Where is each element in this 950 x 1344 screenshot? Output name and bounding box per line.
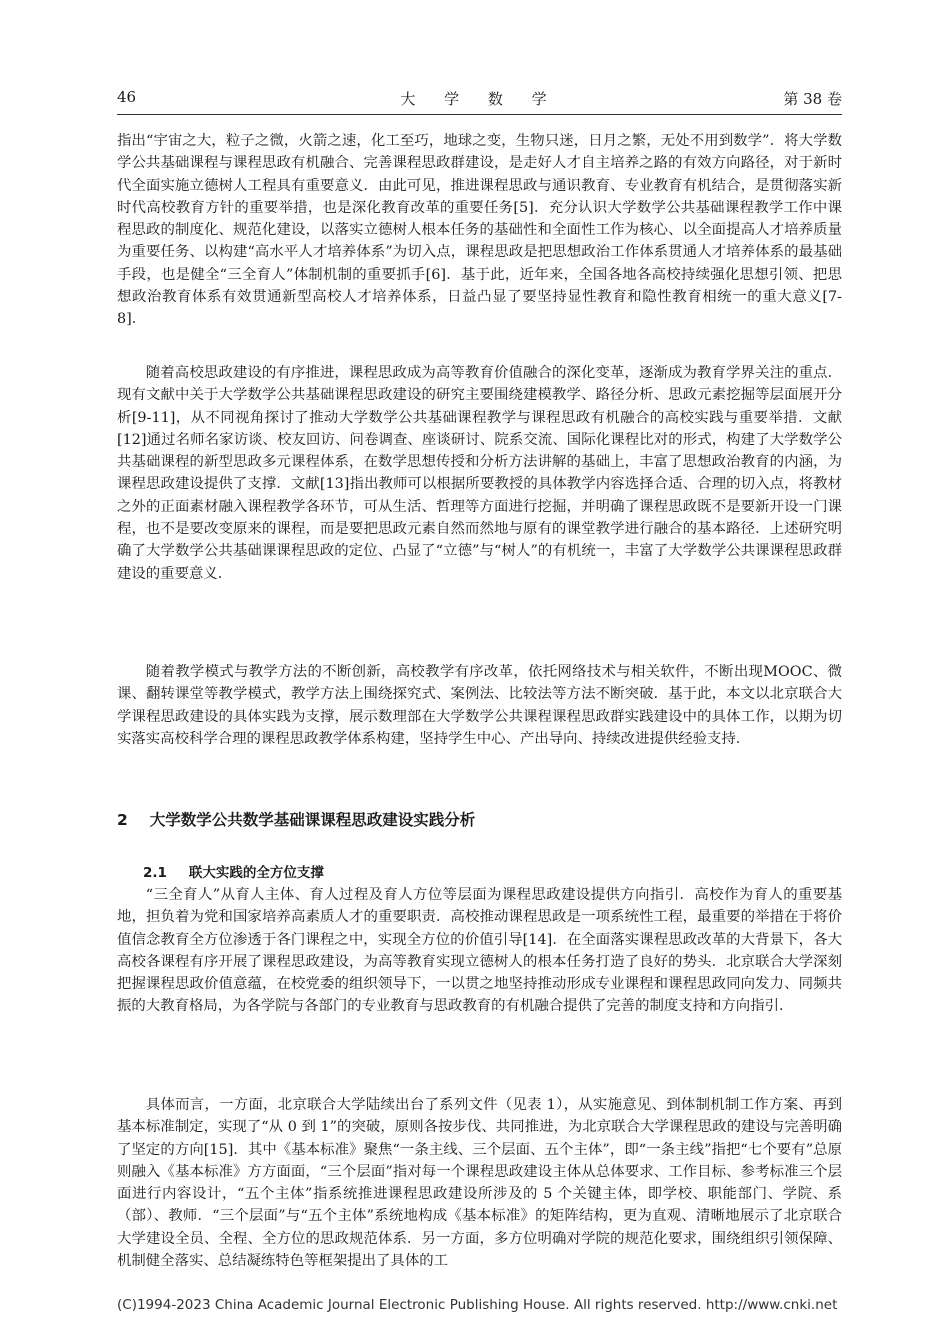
header-rule (117, 114, 842, 115)
paragraph-1: 指出“宇宙之大，粒子之微，火箭之速，化工至巧，地球之变，生物只迷，日月之繁，无处不用到数学”．将大学数学公共基础课程与课程思政有机融合、完善课程思政群建设，是走好人才自主培养之路的有效方向路径，对于新时代全面实施立德树人工程具有重要意义．由此可见，推进课程思政与通识教育、专业教育有机结合，是贯彻落实新时代高校教育方针的重要举措，也是深化教育改革的重要任务[5]．充分认识大学数学公共基础课程教学工作中课程思政的制度化、规范化建设，以落实立德树人根本任务的基础性和全面性工作为核心、以全面提高人才培养质量为重要任务、以构建“高水平人才培养体系”为切入点，课程思政是把思想政治工作体系贯通人才培养体系的最基础手段，也是健全“三全育人”体制机制的重要抓手[6]．基于此，近年来，全国各地各高校持续强化思想引领、把思想政治教育体系有效贯通新型高校人才培养体系，日益凸显了要坚持显性教育和隐性教育相统一的重大意义[7-8]． (117, 133, 842, 328)
page-number: 46 (117, 88, 137, 106)
journal-title: 大 学 数 学 (400, 90, 559, 108)
running-header (117, 88, 842, 114)
section-2-heading (117, 808, 475, 830)
paragraph-5: 具体而言，一方面，北京联合大学陆续出台了系列文件（见表 1），从实施意见、到体制机制工作方案、再到基本标准制定，实现了“从 0 到 1”的突破，原则各按步伐、共同推进，为北京联合大学课程思政的建设与完善明确了坚定的方向[15]．其中《基本标准》聚焦“一条主线、三个层面、五个主体”，即“一条主线”指把“七个要有”总原则融入《基本标准》方方面面，“三个层面”指对每一个课程思政建设主体从总体要求、工作目标、参考标准三个层面进行内容设计，“五个主体”指系统推进课程思政建设所涉及的 5 个关键主体，即学校、职能部门、学院、系（部）、教师．“三个层面”与“五个主体”系统地构成《基本标准》的矩阵结构，更为直观、清晰地展示了北京联合大学建设全员、全程、全方位的思政规范体系．另一方面，多方位明确对学院的规范化要求，围绕组织引领保障、机制健全落实、总结凝练特色等框架提出了具体的工 (117, 1097, 842, 1270)
section-2-1-heading (143, 861, 324, 881)
volume-label: 第 38 卷 (783, 90, 842, 108)
paragraph-4: “三全育人”从育人主体、育人过程及育人方位等层面为课程思政建设提供方向指引．高校作为育人的重要基地，担负着为党和国家培养高素质人才的重要职责．高校推动课程思政是一项系统性工程，最重要的举措在于将价值信念教育全方位渗透于各门课程之中，实现全方位的价值引导[14]．在全面落实课程思政改革的大背景下，各大高校各课程有序开展了课程思政建设，为高等教育实现立德树人的根本任务打造了良好的势头．北京联合大学深刻把握课程思政价值意蕴，在校党委的组织领导下，一以贯之地坚持推动形成专业课程和课程思政同向发力、同频共振的大教育格局，为各学院与各部门的专业教育与思政教育的有机融合提供了完善的制度支持和方向指引． (117, 887, 842, 1015)
section-2-1-title: 联大实践的全方位支撑 (188, 865, 324, 881)
section-2-number: 2 (117, 811, 128, 829)
paragraph-3: 随着教学模式与教学方法的不断创新，高校教学有序改革，依托网络技术与相关软件，不断出现MOOC、微课、翻转课堂等教学模式，教学方法上围绕探究式、案例法、比较法等方法不断突破．基于此，本文以北京联合大学课程思政建设的具体实践为支撑，展示数理部在大学数学公共课程课程思政群实践建设中的具体工作，以期为切实落实高校科学合理的课程思政教学体系构建，坚持学生中心、产出导向、持续改进提供经验支持． (117, 664, 842, 747)
section-2-1-number: 2.1 (143, 865, 167, 881)
copyright-footer: (C)1994-2023 China Academic Journal Electronic Publishing House. All rights reserved. http://www.cnki.net (117, 1297, 838, 1313)
section-2-title: 大学数学公共数学基础课课程思政建设实践分析 (149, 811, 476, 829)
paragraph-2: 随着高校思政建设的有序推进，课程思政成为高等教育价值融合的深化变革，逐渐成为教育学界关注的重点．现有文献中关于大学数学公共基础课程思政建设的研究主要围绕建模教学、路径分析、思政元素挖掘等层面展开分析[9-11]，从不同视角探讨了推动大学数学公共基础课程教学与课程思政有机融合的高校实践与重要举措．文献[12]通过名师名家访谈、校友回访、问卷调查、座谈研讨、院系交流、国际化课程比对的形式，构建了大学数学公共基础课程的新型思政多元课程体系，在数学思想传授和分析方法讲解的基础上，丰富了思想政治教育的内涵，为课程思政建设提供了支撑．文献[13]指出教师可以根据所要教授的具体教学内容选择合适、合理的切入点，将教材之外的正面素材融入课程教学各环节，可从生活、哲理等方面进行挖掘，并明确了课程思政既不是要新开设一门课程，也不是要改变原来的课程，而是要把思政元素自然而然地与原有的课堂教学进行融合的基本路径．上述研究明确了大学数学公共基础课课程思政的定位、凸显了“立德”与“树人”的有机统一，丰富了大学数学公共课课程思政群建设的重要意义． (117, 365, 842, 582)
